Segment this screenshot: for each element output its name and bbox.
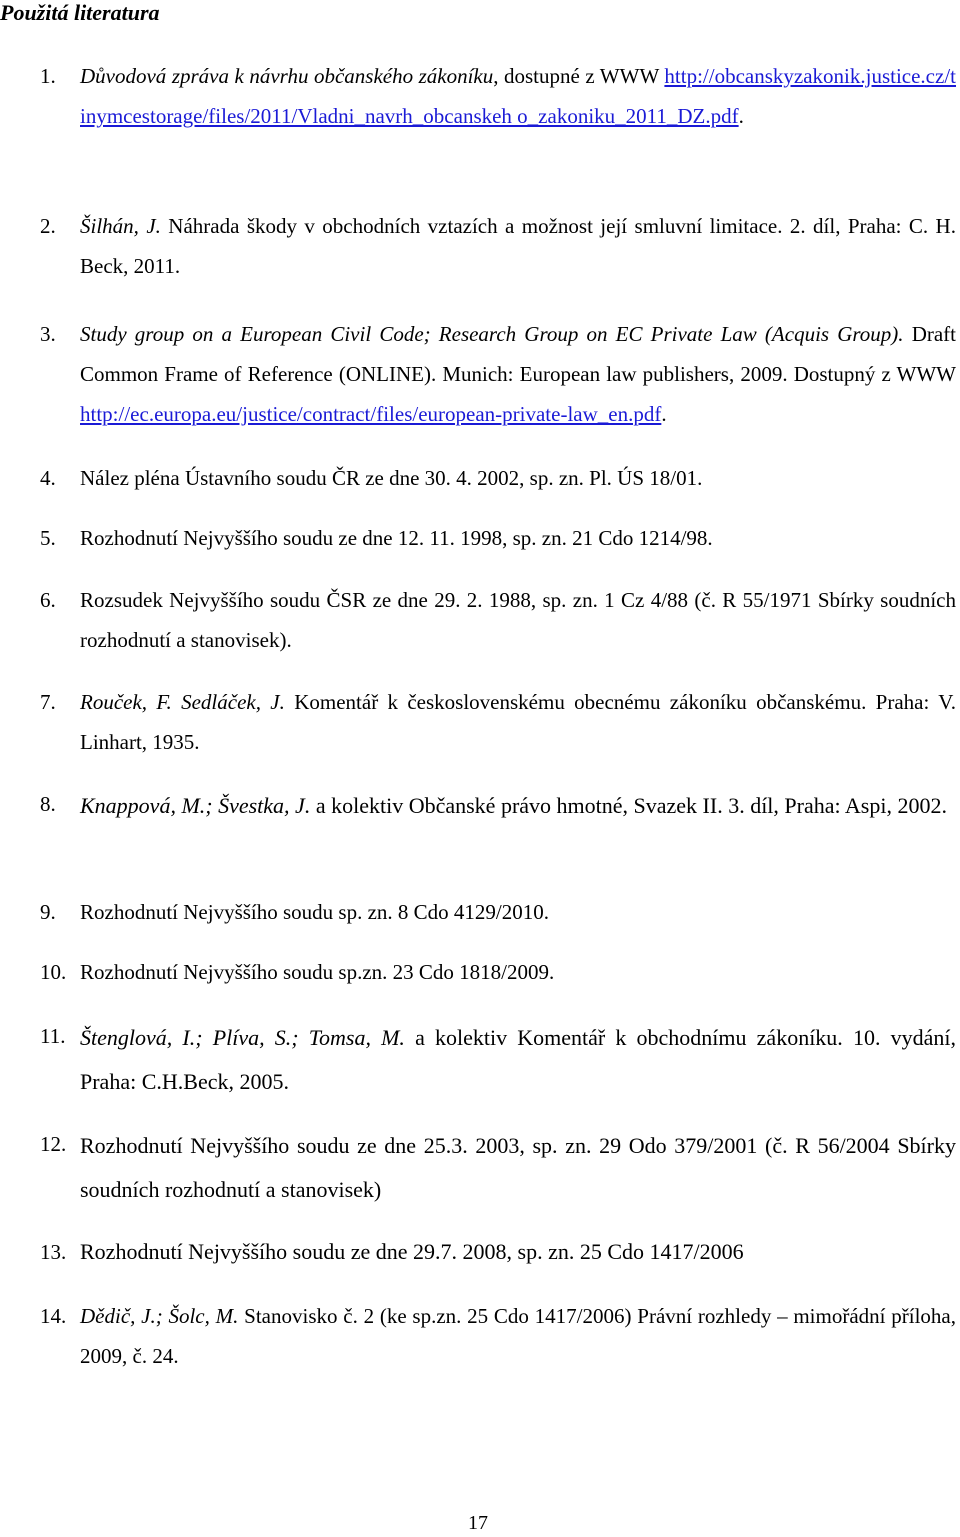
reference-text [80, 206, 956, 286]
reference-item [40, 784, 956, 828]
reference-item [40, 458, 956, 498]
reference-text-part: Draft Common Frame of Reference (ONLINE). Munich: European law publishers, 2009. Dostupný z WWW [80, 322, 957, 386]
reference-text-part: , dostupné z WWW [493, 64, 665, 88]
reference-link[interactable]: http://obcanskyzakonik.justice.cz/tinymcestorage/files/2011/Vladni_navrh_obcanskeh o_zakoniku_2011_DZ.pdf [80, 64, 956, 128]
reference-author: Dědič, J.; Šolc, M. [80, 1304, 239, 1328]
reference-item [40, 1016, 956, 1104]
reference-text: Rozhodnutí Nejvyššího soudu ze dne 25.3. 2003, sp. zn. 29 Odo 379/2001 (č. R 56/2004 Sbírky soudních rozhodnutí a stanovisek) [80, 1133, 956, 1202]
reference-number: 10. [40, 960, 67, 984]
reference-text-part: a kolektiv Komentář k obchodnímu zákoníku. 10. vydání, Praha: C.H.Beck, 2005. [80, 1025, 956, 1094]
reference-text: Rozhodnutí Nejvyššího soudu sp.zn. 23 Cdo 1818/2009. [80, 960, 555, 984]
reference-text [80, 1016, 956, 1104]
reference-text [80, 784, 956, 828]
page-heading: Použitá literatura [0, 0, 160, 25]
reference-author: Study group on a European Civil Code; Research Group on EC Private Law (Acquis Group). [80, 322, 904, 346]
reference-item [40, 682, 956, 762]
reference-item [40, 952, 956, 992]
reference-item [40, 1124, 956, 1212]
reference-author: Štenglová, I.; Plíva, S.; Tomsa, M. [80, 1025, 405, 1050]
reference-number: 2. [40, 214, 56, 238]
reference-item [40, 1232, 956, 1272]
reference-author: Šilhán, J. [80, 214, 161, 238]
reference-text: Rozsudek Nejvyššího soudu ČSR ze dne 29. 2. 1988, sp. zn. 1 Cz 4/88 (č. R 55/1971 Sbírky soudních rozhodnutí a stanovisek). [80, 588, 956, 652]
reference-item [40, 314, 956, 434]
reference-number: 14. [40, 1304, 67, 1328]
reference-author: Rouček, F. Sedláček, J. [80, 690, 285, 714]
reference-text-part: Náhrada škody v obchodních vztazích a možnost její smluvní limitace. 2. díl, Praha: C. H. Beck, 2011. [80, 214, 956, 278]
page-number: 17 [468, 1512, 488, 1534]
reference-number: 5. [40, 526, 56, 550]
reference-text [80, 1296, 956, 1376]
reference-title: Důvodová zpráva k návrhu občanského zákoníku [80, 64, 494, 88]
reference-text [80, 56, 956, 136]
reference-number: 1. [40, 64, 56, 88]
reference-text: Nález pléna Ústavního soudu ČR ze dne 30. 4. 2002, sp. zn. Pl. ÚS 18/01. [80, 466, 703, 490]
reference-number: 9. [40, 900, 56, 924]
reference-text: Rozhodnutí Nejvyššího soudu sp. zn. 8 Cdo 4129/2010. [80, 900, 550, 924]
reference-number: 8. [40, 792, 56, 816]
reference-text: Rozhodnutí Nejvyššího soudu ze dne 12. 11. 1998, sp. zn. 21 Cdo 1214/98. [80, 526, 713, 550]
reference-item [40, 56, 956, 136]
reference-number: 11. [40, 1024, 66, 1048]
reference-text-part: . [661, 402, 667, 426]
reference-number: 13. [40, 1240, 67, 1264]
reference-text [80, 682, 956, 762]
reference-number: 6. [40, 588, 56, 612]
reference-item [40, 892, 956, 932]
reference-link[interactable]: http://ec.europa.eu/justice/contract/files/european-private-law_en.pdf [80, 402, 662, 426]
reference-item [40, 206, 956, 286]
reference-text-part: Komentář k československému obecnému zákoníku občanskému. Praha: V. Linhart, 1935. [80, 690, 956, 754]
reference-item [40, 580, 956, 660]
reference-text [80, 314, 956, 434]
reference-number: 4. [40, 466, 56, 490]
reference-author: Knappová, M.; Švestka, J. [80, 793, 311, 818]
reference-text: Rozhodnutí Nejvyššího soudu ze dne 29.7. 2008, sp. zn. 25 Cdo 1417/2006 [80, 1239, 744, 1264]
reference-text-part: Stanovisko č. 2 (ke sp.zn. 25 Cdo 1417/2006) Právní rozhledy – mimořádní příloha, 2009, č. 24. [80, 1304, 956, 1368]
reference-number: 3. [40, 322, 56, 346]
reference-item [40, 1296, 956, 1376]
reference-item [40, 518, 956, 558]
reference-text-part: . [738, 104, 744, 128]
reference-number: 12. [40, 1132, 67, 1156]
reference-number: 7. [40, 690, 56, 714]
reference-text-part: a kolektiv Občanské právo hmotné, Svazek II. 3. díl, Praha: Aspi, 2002. [310, 793, 947, 818]
